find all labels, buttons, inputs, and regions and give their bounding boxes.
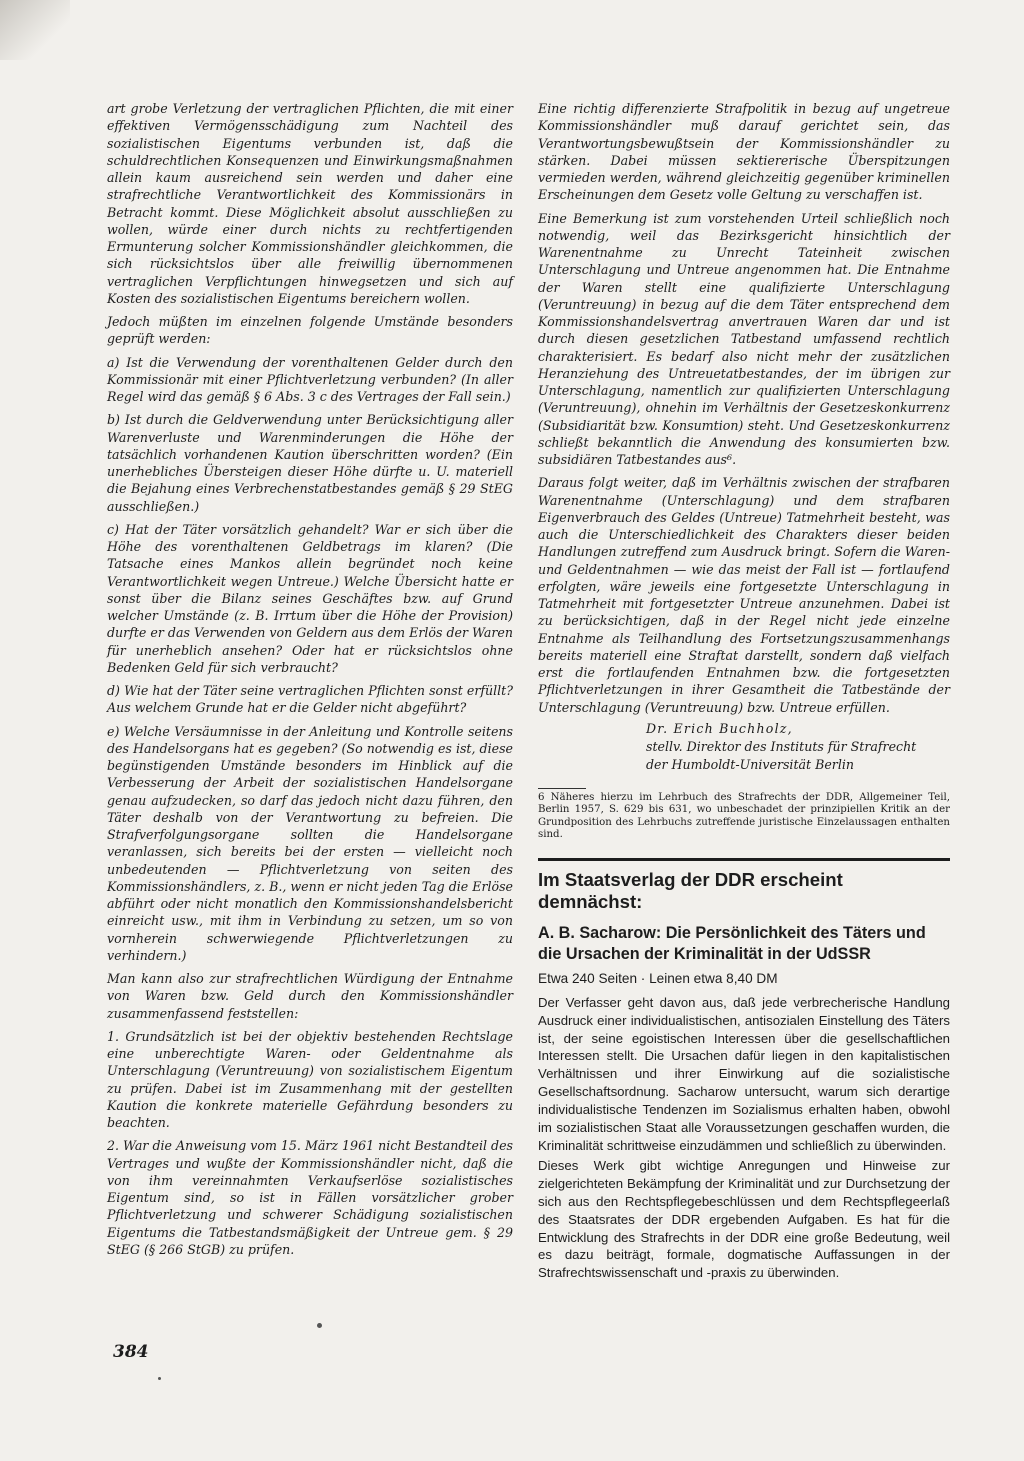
list-item: 2. War die Anweisung vom 15. März 1961 nicht Bestandteil des Vertrages und wußte der Kommissionshändler nicht, daß die von ihm vereinnahmten Verkaufserlöse sozialistisches Eigentum sind, so ist in Fällen vorsätzlicher grober Pflichtverletzung und schwerer Schädigung sozialistischen Eigentums die Tatbestandsmäßigkeit der Untreue gem. § 29 StEG (§ 266 StGB) zu prüfen. xyxy=(107,1138,513,1257)
list-item: e) Welche Versäumnisse in der Anleitung und Kontrolle seitens des Handelsorgans hat es gegeben? (So notwendig es ist, diese begünstigenden Umstände besonders im Hinblick auf die Verbesserung der Arbeit der sozialistischen Handelsorgane genau aufzudecken, so darf das jedoch nicht dazu führen, den Täter deshalb von der Verantwortung zu befreien. Die Strafverfolgungsorgane sollten die Handelsorgane veranlassen, sich bereits bei der ersten — vielleicht noch unbedeutenden — Pflichtverletzung von seiten des Kommissionshändlers, z. B., wenn er nicht jeden Tag die Erlöse abführt oder nicht monatlich den Kommissionshandelsbericht einreicht usw., mit ihm in Verbindung zu setzen, um so von vornherein schwerwiegende Pflichtverletzungen zu verhindern.) xyxy=(107,723,513,963)
publisher-announcement xyxy=(538,869,950,1283)
scan-speck xyxy=(158,1377,161,1380)
left-column xyxy=(107,100,513,1264)
footnote-divider xyxy=(538,788,586,789)
paragraph: Daraus folgt weiter, daß im Verhältnis zwischen der strafbaren Warenentnahme (Unterschlagung) und dem strafbaren Eigenverbrauch des Geldes (Untreue) Tatmehrheit besteht, was auch die Unterschiedlichkeit des Charakters dieser beiden Handlungen zutreffend zum Ausdruck bringt. Sofern die Waren- und Geldentnahmen — wie das meist der Fall ist — fortlaufend erfolgten, wäre jeweils eine fortgesetzte Unterschlagung in Tatmehrheit mit fortgesetzter Untreue anzunehmen. Dabei ist zu berücksichtigen, daß in der Regel nicht jede einzelne Entnahme als Teilhandlung des Fortsetzungszusammenhangs bereits materiell eine Straftat darstellt, sondern daß vielfach erst die fortlaufenden Entnahmen bzw. die fortgesetzten Pflichtverletzungen in ihrer Gesamtheit die Tatbestände der Unterschlagung (Veruntreuung) bzw. Untreue erfüllen. xyxy=(538,475,950,715)
announcement-heading: Im Staatsverlag der DDR erscheint demnächst: xyxy=(538,868,843,912)
paragraph: Jedoch müßten im einzelnen folgende Umstände besonders geprüft werden: xyxy=(107,314,513,347)
book-title: A. B. Sacharow: Die Persönlichkeit des Täters und die Ursachen der Kriminalität in der UdSSR xyxy=(538,923,926,963)
section-divider xyxy=(538,858,950,861)
author-signature xyxy=(646,720,950,774)
scan-edge-shadow xyxy=(0,0,70,60)
paragraph: art grobe Verletzung der vertraglichen Pflichten, die mit einer effektiven Vermögensschädigung zum Nachteil des sozialistischen Eigentums verbunden ist, daß die schuldrechtlichen Konsequenzen und Einwirkungsmaßnahmen allein kaum ausreichend sein werden und daher eine strafrechtliche Verantwortlichkeit des Kommissionärs in Betracht kommt. Diese Möglichkeit absolut ausschließen zu wollen, würde einer durch nichts zu rechtfertigenden Ermunterung solcher Kommissionshändler gleichkommen, die sich rücksichtslos über alle freiwillig übernommenen vertraglichen Verpflichtungen hinwegsetzen und sich auf Kosten des sozialistischen Eigentums bereichern wollen. xyxy=(107,101,513,306)
page-number: 384 xyxy=(113,1342,149,1362)
list-item: d) Wie hat der Täter seine vertraglichen Pflichten sonst erfüllt? Aus welchem Grunde hat er die Gelder nicht abgeführt? xyxy=(107,683,513,716)
author-affiliation: der Humboldt-Universität Berlin xyxy=(646,756,854,772)
footnote: 6 Näheres hierzu im Lehrbuch des Strafrechts der DDR, Allgemeiner Teil, Berlin 1957, S. 629 bis 631, wo unbeschadet der prinzipiellen Kritik an der Grundposition des Lehrbuchs zutreffende juristische Einzelaussagen enthalten sind. xyxy=(538,791,950,841)
list-item: c) Hat der Täter vorsätzlich gehandelt? War er sich über die Höhe des vorenthaltenen Geldbetrags im klaren? (Die Tatsache eines Mankos allein begründet noch keine Verantwortlichkeit wegen Untreue.) Welche Übersicht hatte er sonst über die Bilanz seines Geschäftes bzw. auf Grund welcher Umstände (z. B. Irrtum über die Höhe der Provision) durfte er das Verwenden von Geldern aus dem Erlös der Waren für unerheblich ansehen? Oder hat er rücksichtslos ohne Bedenken Geld für sich verbraucht? xyxy=(107,521,513,675)
paragraph: Eine Bemerkung ist zum vorstehenden Urteil schließlich noch notwendig, weil das Bezirksgericht hinsichtlich der Warenentnahme zu Unrecht Tateinheit zwischen Unterschlagung und Untreue angenommen hat. Die Entnahme der Waren stellt eine qualifizierte Unterschlagung (Veruntreuung) in bezug auf die dem Täter entsprechend dem Kommissionshandelsvertrag anvertrauen Waren dar und ist durch diesen gesetzlichen Tatbestand umfassend rechtlich charakterisiert. Es bedarf also nicht mehr der zusätzlichen Heranziehung des Untreuetatbestandes, der im übrigen zur Unterschlagung, namentlich zur qualifizierten Unterschlagung (Veruntreuung), ohnehin im Verhältnis der Gesetzeskonkurrenz (Subsidiarität bzw. Konsumtion) steht. Und Gesetzeskonkurrenz schließt bekanntlich die Anwendung des konsumierten bzw. subsidiären Tatbestandes aus⁶. xyxy=(538,210,950,467)
right-column xyxy=(538,100,950,1284)
book-details: Etwa 240 Seiten · Leinen etwa 8,40 DM xyxy=(538,970,778,986)
list-item: b) Ist durch die Geldverwendung unter Berücksichtigung aller Warenverluste und Warenminderungen die Höhe der tatsächlich vorhandenen Kaution überschritten worden? (Ein unerhebliches Übersteigen dieser Höhe dürfte u. U. materiell die Bejahung eines Verbrechenstatbestandes gemäß § 29 StEG ausschließen.) xyxy=(107,412,513,514)
paragraph: Eine richtig differenzierte Strafpolitik in bezug auf ungetreue Kommissionshändler muß darauf gerichtet sein, das Verantwortungsbewußtsein der Kommissionshändler zu stärken. Dabei müssen sektiererische Überspitzungen vermieden werden, während gleichzeitig gegenüber kriminellen Erscheinungen dem Gesetz volle Geltung zu verschaffen ist. xyxy=(538,101,950,203)
list-item: 1. Grundsätzlich ist bei der objektiv bestehenden Rechtslage eine unberechtigte Waren- oder Geldentnahme als Unterschlagung (Veruntreuung) von sozialistischem Eigentum zu prüfen. Dabei ist im Zusammenhang mit der gestellten Kaution die konkrete materielle Gefährdung besonders zu beachten. xyxy=(107,1028,513,1130)
author-name: Dr. Erich Buchholz, xyxy=(646,720,793,736)
paragraph: Man kann also zur strafrechtlichen Würdigung der Entnahme von Waren bzw. Geld durch den Kommissionshändler zusammenfassend feststellen: xyxy=(107,971,513,1021)
book-description: Der Verfasser geht davon aus, daß jede verbrecherische Handlung Ausdruck einer individualistischen, antisozialen Einstellung des Täters ist, der seine egoistischen Interessen über die gesellschaftlichen Interessen stellt. Die Ursachen dafür liegen in den kapitalistischen Verhältnissen und ihrer Einwirkung auf die sozialistische Gesellschaftsordnung. Sacharow untersucht, warum sich derartige individualistische Tendenzen im Sozialismus erhalten haben, obwohl im sozialistischen Staat alle Voraussetzungen geschaffen wurden, die Kriminalität schrittweise einzudämmen und schließlich zu überwinden. xyxy=(538,994,950,1153)
author-title: stellv. Direktor des Instituts für Strafrecht xyxy=(646,738,917,754)
list-item: a) Ist die Verwendung der vorenthaltenen Gelder durch den Kommissionär mit einer Pflichtverletzung verbunden? (In aller Regel wird das gemäß § 6 Abs. 3 c des Vertrages der Fall sein.) xyxy=(107,354,513,404)
scan-speck xyxy=(317,1323,322,1328)
book-description: Dieses Werk gibt wichtige Anregungen und Hinweise zur zielgerichteten Bekämpfung der Kriminalität und zur Durchsetzung der sich aus den Rechtspflegebeschlüssen und dem Rechtspflegeerlaß des Staatsrates der DDR ergebenden Aufgaben. Es hat für die Entwicklung des Strafrechts in der DDR eine große Bedeutung, weil es dazu beiträgt, formale, dogmatische Auffassungen in der Strafrechtswissenschaft und -praxis zu überwinden. xyxy=(538,1157,950,1281)
